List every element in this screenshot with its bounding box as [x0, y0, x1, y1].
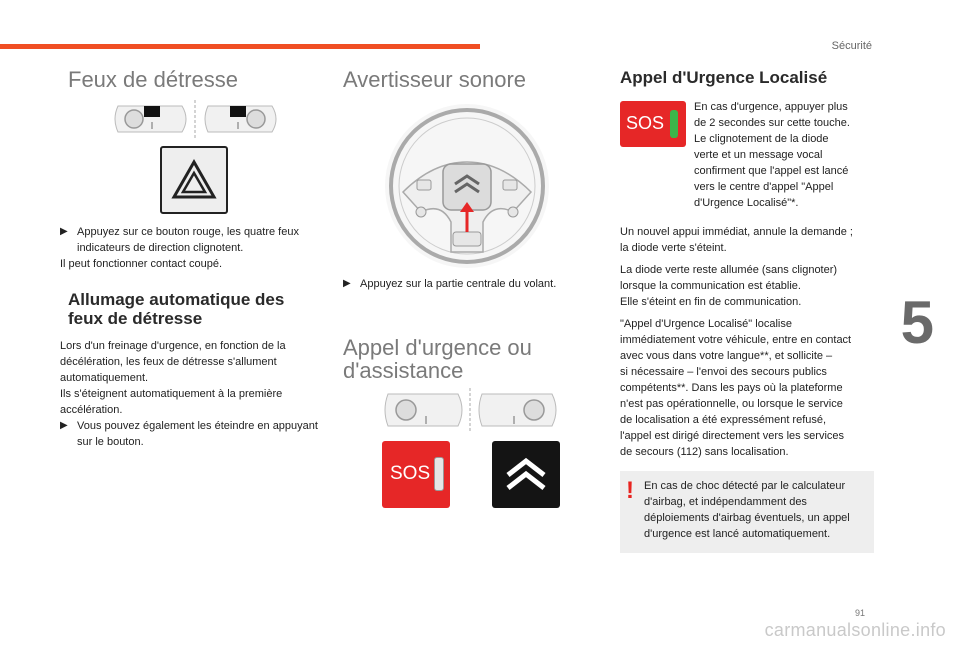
- body-line: immédiatement votre véhicule, entre en contact: [620, 334, 852, 346]
- body-line: Un nouvel appui immédiat, annule la demande ;: [620, 226, 853, 238]
- sos-led-green: [670, 110, 678, 138]
- page-number: 91: [854, 608, 865, 618]
- bullet-item: [60, 418, 330, 450]
- intro-line: verte et un message vocal: [694, 149, 823, 161]
- intro-line: vers le centre d'appel "Appel: [694, 181, 834, 193]
- watermark: carmanualsonline.info: [764, 620, 946, 640]
- para-line: Ils s'éteignent automatiquement à la première: [60, 388, 283, 400]
- localized-call-title: Appel d'Urgence Localisé: [620, 68, 828, 87]
- body-paragraph: [620, 262, 880, 310]
- bullet-arrow-icon: ▶: [60, 226, 68, 237]
- auto-hazard-title-line1: Allumage automatique des: [68, 290, 285, 309]
- hazard-instructions: [60, 224, 325, 272]
- body-line: de secours (112) sans localisation.: [620, 446, 789, 458]
- chapter-number: 5: [900, 289, 934, 356]
- body-line: la diode verte s'éteint.: [620, 242, 727, 254]
- intro-line: Le clignotement de la diode: [694, 133, 829, 145]
- bullet-arrow-icon: ▶: [60, 420, 68, 431]
- hazard-button-mini: [144, 106, 160, 117]
- warning-exclamation-icon: !: [626, 477, 634, 504]
- body-line: lorsque la communication est établie.: [620, 280, 801, 292]
- bullet-arrow-icon: ▶: [343, 278, 351, 289]
- section-label: Sécurité: [831, 40, 872, 52]
- para-line: automatiquement.: [60, 372, 149, 384]
- sos-label: SOS: [390, 463, 431, 484]
- sos-led: [434, 457, 444, 491]
- body-line: Elle s'éteint en fin de communication.: [620, 296, 802, 308]
- body-paragraph: [620, 224, 880, 256]
- warning-text: [644, 478, 872, 542]
- warning-line: d'airbag, et indépendamment des: [644, 496, 807, 508]
- localized-call-intro: [694, 99, 874, 211]
- body-line: si nécessaire – l'envoi des secours publics: [620, 366, 827, 378]
- body-line: "Appel d'Urgence Localisé" localise: [620, 318, 792, 330]
- hazard-note: Il peut fonctionner contact coupé.: [60, 258, 223, 270]
- body-line: l'appel est dirigé directement vers les services: [620, 430, 845, 442]
- intro-line: confirment que l'appel est lancé: [694, 165, 849, 177]
- para-line: Lors d'un freinage d'urgence, en fonction de la: [60, 340, 286, 352]
- emergency-title-line2: d'assistance: [343, 358, 464, 383]
- intro-paragraph: [694, 99, 874, 211]
- auto-hazard-title: [68, 290, 284, 328]
- bullet-item: [60, 224, 325, 256]
- bullet-text: Appuyez sur ce bouton rouge, les quatre feux indicateurs de direction clignotent.: [77, 226, 299, 254]
- body-line: avec vous dans votre langue**, et sollicite –: [620, 350, 833, 362]
- body-paragraph: [620, 316, 880, 460]
- warning-line: déploiements d'airbag éventuels, un appel: [644, 512, 850, 524]
- bullet-item: [343, 276, 593, 292]
- sos-button: [382, 441, 450, 508]
- citroen-chevrons-icon: [492, 441, 560, 508]
- accent-bar: [0, 44, 480, 49]
- auto-hazard-body: [60, 338, 330, 450]
- horn-title: Avertisseur sonore: [343, 67, 527, 92]
- intro-line: de 2 secondes sur cette touche.: [694, 117, 850, 129]
- para-line: décélération, les feux de détresse s'allument: [60, 356, 277, 368]
- warning-line: En cas de choc détecté par le calculateur: [644, 480, 846, 492]
- warning-box: [620, 471, 874, 553]
- warning-line: d'urgence est lancé automatiquement.: [644, 528, 831, 540]
- emergency-title-line1: Appel d'urgence ou: [343, 335, 532, 360]
- hazard-button: [160, 146, 228, 214]
- bullet-text: Vous pouvez également les éteindre en appuyant sur le bouton.: [77, 420, 318, 448]
- intro-line: d'Urgence Localisé"*.: [694, 197, 799, 209]
- hazard-triangle-icon: [162, 148, 226, 212]
- auto-hazard-title-line2: feux de détresse: [68, 309, 203, 328]
- assistance-button: [492, 441, 560, 508]
- auto-hazard-paragraph: [60, 338, 330, 418]
- para-line: accélération.: [60, 404, 123, 416]
- localized-call-body: [620, 224, 880, 460]
- steering-wheel-illustration: [383, 102, 551, 270]
- body-line: de localisation a été expressément refusé,: [620, 414, 827, 426]
- body-line: n'est pas opérationnelle, ou lorsque le service: [620, 398, 843, 410]
- dashboard-illustration: [110, 98, 280, 140]
- dashboard-illustration: [380, 386, 560, 434]
- intro-line: En cas d'urgence, appuyer plus: [694, 101, 848, 113]
- bullet-text: Appuyez sur la partie centrale du volant.: [360, 278, 557, 290]
- sos-label: SOS: [626, 113, 665, 133]
- emergency-title: [343, 336, 532, 382]
- sos-button: [620, 101, 686, 147]
- horn-instructions: [343, 276, 593, 292]
- body-line: compétents**. Dans les pays où la plateforme: [620, 382, 843, 394]
- body-line: La diode verte reste allumée (sans clignoter): [620, 264, 838, 276]
- steering-wheel-icon: [125, 110, 143, 128]
- hazard-title: Feux de détresse: [68, 67, 238, 92]
